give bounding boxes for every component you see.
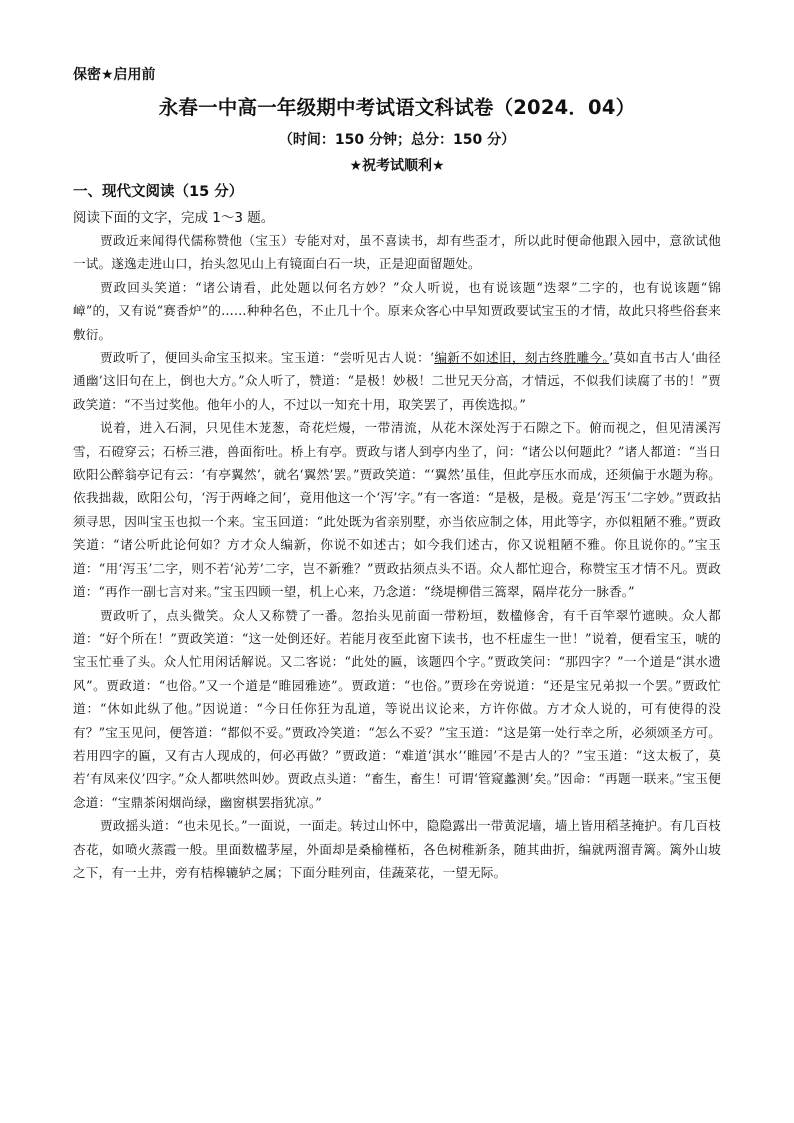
paragraph-3-part-a: 贾政听了，便回头命宝玉拟来。宝玉道：“尝听见古人说：‘ [100, 350, 435, 366]
section-heading: 一、现代文阅读（15 分） [73, 184, 244, 200]
passage-paragraph-5: 贾政听了，点头微笑。众人又称赞了一番。忽抬头见前面一带粉垣，数楹修舍，有千百竿翠竹遮映。众人都道：“好个所在！”贾政笑道：“这一处倒还好。若能月夜至此窗下读书，也不枉虚生一世！”说着，便看宝玉，唬的宝玉忙垂了头。众人忙用闲话解说。又二客说：“此处的匾，该题四个字。”贾政笑问：“那四字？”一个道是“淇水遗风”。贾政道：“也俗。”又一个道是“睢园雅迹”。贾政道：“也俗。”贾珍在旁说道：“还是宝兄弟拟一个罢。”贾政忙道：“休如此纵了他。”因说道：“今日任你狂为乱道，等说出议论来，方许你做。方才众人说的，可有使得的没有？”宝玉见问，便答道：“都似不妥。”贾政冷笑道：“怎么不妥？”宝玉道：“这是第一处行幸之所，必须颂圣方可。若用四字的匾，又有古人现成的，何必再做？”贾政道：“难道‘淇水’‘睢园’不是古人的？”宝玉道：“这太板了，莫若‘有凤来仪’四字。”众人都哄然叫妙。贾政点头道：“畜生，畜生！可谓‘管窥蠡测’矣。”因命：“再题一联来。”宝玉便念道：“宝鼎茶闲烟尚绿，幽窗棋罢指犹凉。” [73, 607, 721, 810]
underlined-quote: 编新不如述旧，刻古终胜雕今。 [434, 350, 610, 366]
passage-paragraph-6: 贾政摇头道：“也未见长。”一面说，一面走。转过山怀中，隐隐露出一带黄泥墙，墙上皆用稻茎掩护。有几百枝杏花，如喷火蒸霞一般。里面数楹茅屋，外面却是桑榆槿柘，各色树稚新条，随其曲折，编就两溜青篱。篱外山坡之下，有一土井，旁有桔槔辘轳之属；下面分畦列亩，佳蔬菜花，一望无际。 [73, 818, 721, 880]
paragraph-3-part-b: ’莫如直书古人‘曲径通幽’这旧句在上，倒也大方。”众人听了，赞道：“是极！妙极！二世兄天分高，才情远，不似我们读腐了书的！”贾政笑道：“不当过奖他。他年小的人，不过以一知充十用，取笑罢了，再俟选拟。” [73, 350, 721, 412]
passage-paragraph-2: 贾政回头笑道：“诸公请看，此处题以何名方妙？”众人听说，也有说该题“迭翠”二字的，也有说该题“锦嶂”的，又有说“赛香炉”的……种种名色，不止几十个。原来众客心中早知贾政要试宝玉的才情，故此只将些俗套来敷衍。 [73, 279, 721, 342]
confidential-label: 保密★启用前 [73, 67, 156, 83]
reading-passage [73, 229, 721, 884]
exam-title: 永春一中高一年级期中考试语文科试卷（2024．04） [158, 96, 636, 119]
passage-paragraph-1: 贾政近来闻得代儒称赞他（宝玉）专能对对，虽不喜读书，却有些歪才，所以此时便命他跟入园中，意欲试他一试。遂逸走进山口，抬头忽见山上有镜面白石一块，正是迎面留题处。 [73, 233, 721, 272]
passage-paragraph-3 [73, 346, 721, 416]
exam-time-info: （时间：150 分钟；总分：150 分） [278, 132, 516, 148]
section-instruction: 阅读下面的文字，完成 1～3 题。 [73, 210, 275, 226]
exam-wish: ★祝考试顺利★ [349, 158, 445, 174]
passage-paragraph-4: 说着，进入石洞，只见佳木茏葱，奇花烂熳，一带清流，从花木深处泻于石隙之下。俯而视之，但见清溪泻雪，石磴穿云；石桥三港，兽面衔吐。桥上有亭。贾政与诸人到亭内坐了，问：“诸公以何题此？”诸人都道：“当日欧阳公醉翁亭记有云：‘有亭翼然’，就名‘翼然’罢。”贾政笑道：“‘翼然’虽佳，但此亭压水而成，还须偏于水题为称。依我拙裁，欧阳公句，‘泻于两峰之间’，竟用他这一个‘泻’字。”有一客道：“是极，是极。竟是‘泻玉’二字妙。”贾政拈须寻思，因叫宝玉也拟一个来。宝玉回道：“此处既为省亲别墅，亦当依应制之体，用此等字，亦似粗陋不雅。”贾政笑道：“诸公听此论何如？方才众人编新，你说不如述古；如今我们述古，你又说粗陋不雅。你且说你的。”宝玉道：“用‘泻玉’二字，则不若‘沁芳’二字，岂不新雅？”贾政拈须点头不语。众人都忙迎合，称赞宝玉才情不凡。贾政道：“再作一副七言对来。”宝玉四顾一望，机上心来，乃念道：“绕堤柳借三篙翠，隔岸花分一脉香。” [73, 420, 721, 600]
